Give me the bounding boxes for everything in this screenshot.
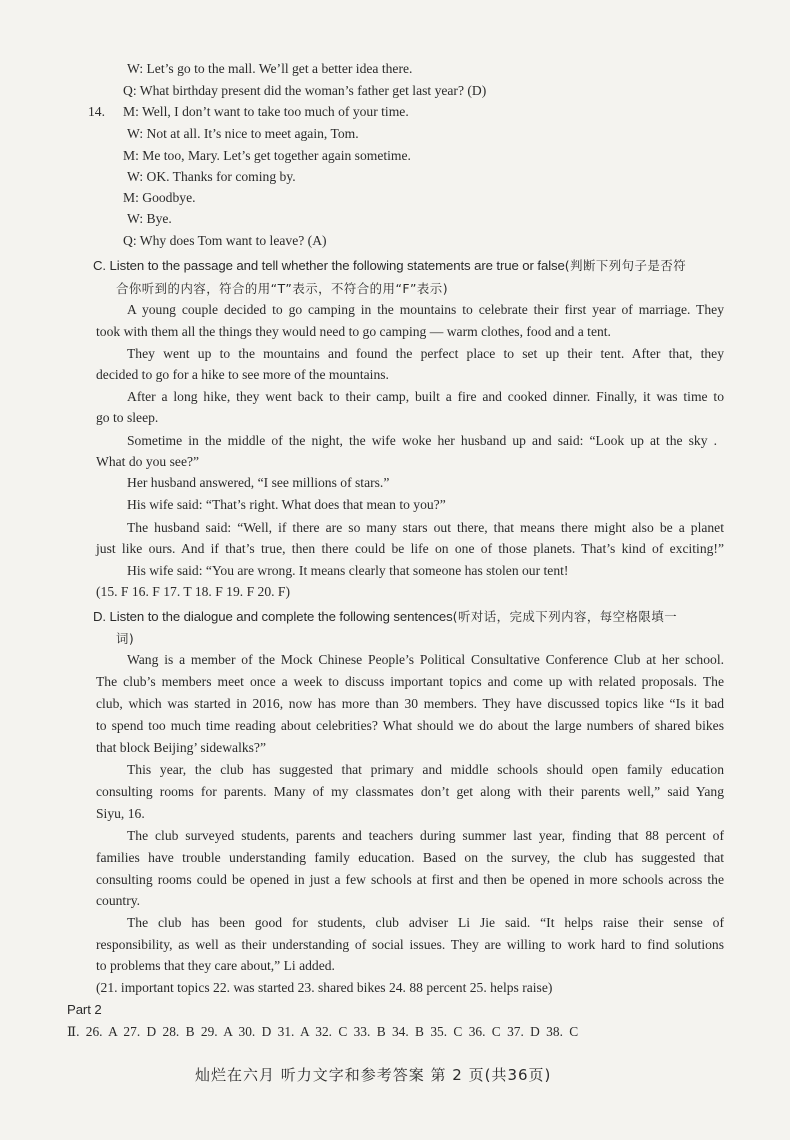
passage-line: Sometime in the middle of the night, the wife woke her husband up and said: “Look up at the sky .	[127, 433, 717, 448]
passage-line: consulting rooms for parents. Many of my classmates don’t get along with their parents well,” said Yang	[96, 784, 724, 799]
answer-key-c: (15. F 16. F 17. T 18. F 19. F 20. F)	[96, 584, 291, 599]
passage-line: families have trouble understanding family education. Based on the survey, the club has suggested that	[96, 850, 724, 865]
dialogue-line: M: Well, I don’t want to take too much of your time.	[123, 104, 409, 119]
dialogue-line: W: Not at all. It’s nice to meet again, Tom.	[127, 126, 359, 141]
passage-line: The club has been good for students, club adviser Li Jie said. “It helps raise their sense of	[127, 915, 724, 930]
passage-line: This year, the club has suggested that primary and middle schools should open family education	[127, 762, 724, 777]
passage-line: Her husband answered, “I see millions of stars.”	[127, 475, 390, 490]
passage-line: Siyu, 16.	[96, 806, 145, 821]
passage-line: The husband said: “Well, if there are so many stars out there, that means there might also be a planet	[127, 520, 724, 535]
section-c-heading-en: C. Listen to the passage and tell whether the following statements are true or false	[93, 258, 565, 273]
passage-line: that block Beijing’ sidewalks?”	[96, 740, 267, 755]
passage-line: Wang is a member of the Mock Chinese People’s Political Consultative Conference Club at her school.	[127, 652, 724, 667]
passage-line: consulting rooms could be opened in just a few schools at first and then be opened in more schools across the	[96, 872, 724, 887]
section-d-heading	[93, 607, 677, 625]
passage-line: go to sleep.	[96, 410, 159, 425]
section-c-heading-zh-cont: 合你听到的内容，符合的用“T”表示，不符合的用“F”表示)	[116, 281, 449, 296]
passage-line: to problems that they care about,” Li added.	[96, 958, 335, 973]
answer-key-d: (21. important topics 22. was started 23. shared bikes 24. 88 percent 25. helps raise)	[96, 980, 553, 995]
question-line: Q: What birthday present did the woman’s father get last year? (D)	[123, 83, 487, 98]
section-c-heading	[93, 256, 686, 274]
page-footer: 灿烂在六月 听力文字和参考答案 第 2 页(共36页)	[195, 1066, 552, 1084]
passage-line: club, which was started in 2016, now has more than 30 members. They have discussed topics like “Is it bad	[96, 696, 724, 711]
passage-line: decided to go for a hike to see more of the mountains.	[96, 367, 389, 382]
answer-key-part2: Ⅱ. 26. A 27. D 28. B 29. A 30. D 31. A 32. C 33. B 34. B 35. C 36. C 37. D 38. C	[67, 1024, 579, 1039]
passage-line: They went up to the mountains and found the perfect place to set up their tent. After that, they	[127, 346, 724, 361]
section-d-heading-zh: (听对话，完成下列内容，每空格限填一	[452, 609, 678, 624]
dialogue-line: W: Let’s go to the mall. We’ll get a better idea there.	[127, 61, 413, 76]
passage-line: just like ours. And if that’s true, then there could be life on one of those planets. That’s kind of exciting!”	[96, 541, 724, 556]
passage-line: A young couple decided to go camping in the mountains to celebrate their first year of marriage. They	[127, 302, 724, 317]
section-d-heading-zh-cont: 词)	[116, 631, 135, 646]
passage-line: After a long hike, they went back to their camp, built a fire and cooked dinner. Finally, it was time to	[127, 389, 724, 404]
section-c-heading-zh: (判断下列句子是否符	[564, 258, 687, 273]
dialogue-line: W: OK. Thanks for coming by.	[127, 169, 296, 184]
passage-line: The club surveyed students, parents and teachers during summer last year, finding that 88 percent of	[127, 828, 724, 843]
question-line: Q: Why does Tom want to leave? (A)	[123, 233, 327, 248]
passage-line: to spend too much time reading about celebrities? What should we do about the large numbers of shared bikes	[96, 718, 724, 733]
dialogue-line: M: Me too, Mary. Let’s get together again sometime.	[123, 148, 411, 163]
section-d-heading-en: D. Listen to the dialogue and complete the following sentences	[93, 609, 453, 624]
passage-line: His wife said: “You are wrong. It means clearly that someone has stolen our tent!	[127, 563, 569, 578]
passage-line: took with them all the things they would need to go camping — warm clothes, food and a tent.	[96, 324, 611, 339]
dialogue-line: M: Goodbye.	[123, 190, 196, 205]
passage-line: The club’s members meet once a week to discuss important topics and come up with related proposals. The	[96, 674, 724, 689]
passage-line: responsibility, as well as their understanding of social issues. They are willing to work hard to find solutions	[96, 937, 724, 952]
passage-line: His wife said: “That’s right. What does that mean to you?”	[127, 497, 446, 512]
item-number: 14.	[88, 104, 105, 119]
dialogue-line: W: Bye.	[127, 211, 172, 226]
part2-label: Part 2	[67, 1002, 102, 1017]
passage-line: country.	[96, 893, 141, 908]
passage-line: What do you see?”	[96, 454, 200, 469]
